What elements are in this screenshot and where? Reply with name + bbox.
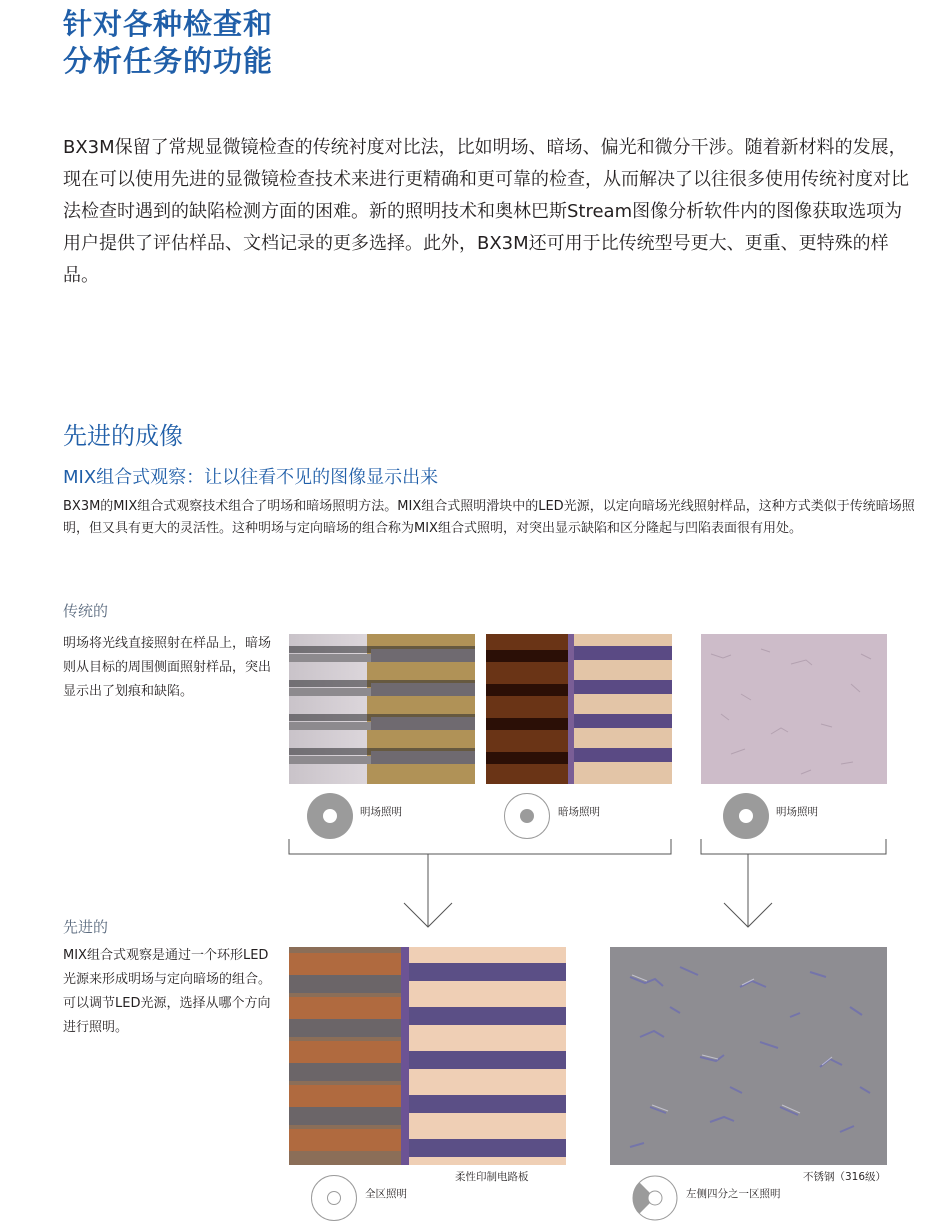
caption-full-area: 全区照明 bbox=[365, 1188, 407, 1200]
advanced-text: MIX组合式观察是通过一个环形LED光源来形成明场与定向暗场的组合。可以调节LED光源，选择从哪个方向进行照明。 bbox=[63, 948, 272, 1035]
intro-paragraph: BX3M保留了常规显微镜检查的传统衬度对比法，比如明场、暗场、偏光和微分干涉。随着新材料的发展，现在可以使用先进的显微镜检查技术来进行更精确和更可靠的检查，从而解决了以往很多使用传统衬度对比法检查时遇到的缺陷检测方面的困难。新的照明技术和奥林巴斯Stream图像分析软件内的图像获取选项为用户提供了评估样品、文档记录的更多选择。此外，BX3M还可用于比传统型号更大、更重、更特殊的样品。 bbox=[63, 137, 909, 286]
subsection-title: MIX组合式观察：让以往看不见的图像显示出来 bbox=[63, 467, 439, 488]
brightfield-circuit-photo bbox=[289, 634, 475, 784]
section-title: 先进的成像 bbox=[63, 422, 183, 450]
traditional-heading: 传统的 bbox=[63, 602, 109, 620]
mix-steel-photo bbox=[610, 947, 887, 1165]
brightfield-steel-photo bbox=[701, 634, 887, 784]
caption-brightfield-2: 明场照明 bbox=[776, 806, 818, 818]
brightfield-illumination-icon bbox=[307, 793, 353, 839]
subsection-description: BX3M的MIX组合式观察技术组合了明场和暗场照明方法。MIX组合式照明滑块中的LED光源，以定向暗场光线照射样品，这种方式类似于传统暗场照明，但又具有更大的灵活性。这种明场与定向暗场的组合称为MIX组合式照明，对突出显示缺陷和区分隆起与凹陷表面很有用处。 bbox=[63, 499, 915, 536]
mix-circuit-photo bbox=[289, 947, 566, 1165]
caption-darkfield: 暗场照明 bbox=[558, 806, 600, 818]
page-title bbox=[63, 6, 483, 80]
page-title-line-2: 分析任务的功能 bbox=[63, 44, 274, 78]
caption-brightfield-1: 明场照明 bbox=[360, 806, 402, 818]
full-area-illumination-icon bbox=[311, 1175, 357, 1221]
darkfield-circuit-photo bbox=[486, 634, 672, 784]
sample-label-steel: 不锈钢（316级） bbox=[803, 1171, 887, 1183]
darkfield-illumination-icon bbox=[504, 793, 550, 839]
advanced-heading: 先进的 bbox=[63, 918, 109, 936]
page-title-line-1: 针对各种检查和 bbox=[63, 7, 274, 41]
bracket-arrows-diagram bbox=[280, 835, 900, 935]
brightfield-illumination-icon-2 bbox=[723, 793, 769, 839]
traditional-text: 明场将光线直接照射在样品上，暗场则从目标的周围侧面照射样品，突出显示出了划痕和缺陷。 bbox=[63, 636, 272, 699]
sample-label-fpc: 柔性印制电路板 bbox=[455, 1171, 529, 1183]
left-quarter-illumination-icon bbox=[632, 1175, 678, 1221]
caption-left-quarter: 左侧四分之一区照明 bbox=[686, 1188, 781, 1200]
